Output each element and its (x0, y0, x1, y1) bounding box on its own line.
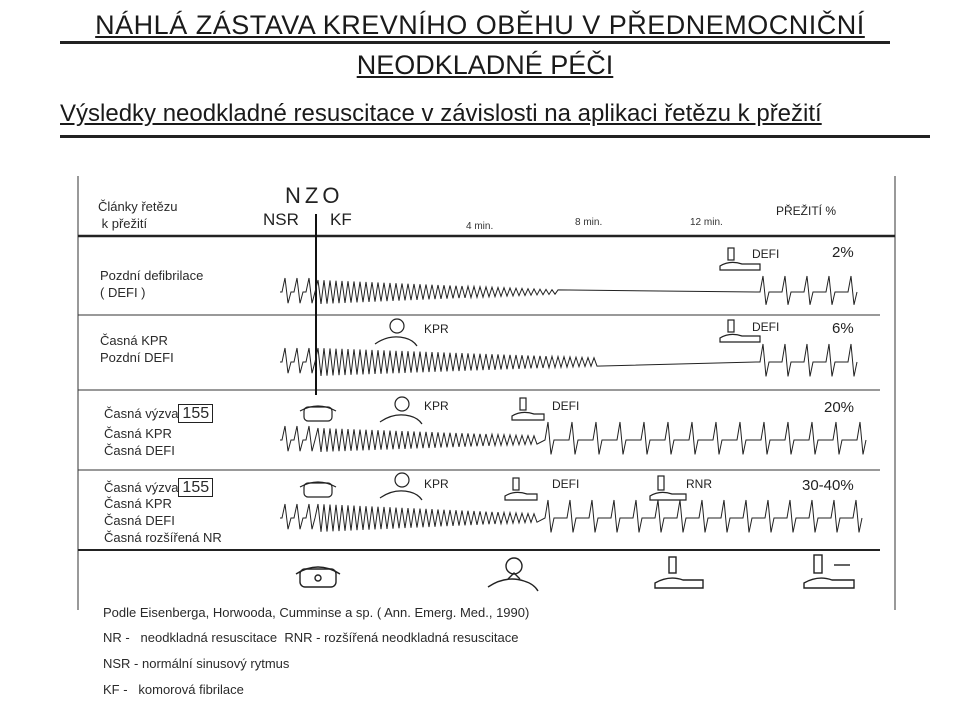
nsr-label: NSR (263, 210, 299, 229)
cpr-icon (380, 473, 422, 500)
footer-kf: KF - komorová fibrilace (103, 682, 244, 697)
advanced-care-icon (650, 476, 686, 500)
ecg-trace-row-1 (280, 276, 857, 305)
footer-source: Podle Eisenberga, Horwooda, Cumminse a sp. ( Ann. Emerg. Med., 1990) (103, 605, 530, 620)
row-1-survival: 2% (832, 244, 854, 261)
defibrillator-icon (655, 557, 703, 588)
cpr-icon (380, 397, 422, 424)
time-8-min: 8 min. (575, 217, 603, 228)
row-2-defi: DEFI (752, 320, 780, 334)
header-row-label: Články řetězu k přežití (98, 199, 178, 231)
emergency-number: 155 (178, 478, 213, 497)
row-3-survival: 20% (824, 399, 855, 416)
phone-icon (300, 482, 336, 497)
row-3-label-b: Časná KPR Časná DEFI (104, 426, 175, 458)
row-4-rnr: RNR (686, 477, 712, 491)
title-line-1: NÁHLÁ ZÁSTAVA KREVNÍHO OBĚHU V PŘEDNEMOCNIČNÍ (95, 10, 865, 40)
time-4-min: 4 min. (466, 221, 494, 232)
phone-icon (300, 406, 336, 421)
row-4-defi: DEFI (552, 477, 580, 491)
row-4-label-b: Časná KPR Časná DEFI Časná rozšířená NR (104, 496, 222, 545)
row-3-defi: DEFI (552, 399, 580, 413)
cpr-icon (488, 558, 538, 591)
row-1-label: Pozdní defibrilace ( DEFI ) (100, 268, 204, 300)
defibrillator-icon (505, 478, 537, 500)
footer-nr: NR - neodkladná resuscitace RNR - rozšířená neodkladná resuscitace (103, 630, 519, 645)
row-4-kpr: KPR (424, 477, 449, 491)
advanced-care-icon (804, 555, 854, 588)
survival-header: PŘEŽITÍ % (776, 204, 837, 218)
kf-label: KF (330, 210, 352, 229)
defibrillator-icon (512, 398, 544, 420)
subtitle: Výsledky neodkladné resuscitace v závislosti na aplikaci řetězu k přežití (60, 100, 822, 127)
row-4-survival: 30-40% (802, 477, 854, 494)
row-2-kpr: KPR (424, 322, 449, 336)
ecg-trace-row-4 (280, 500, 862, 532)
early-call-text: Časná výzva (104, 480, 179, 495)
ecg-trace-row-3 (280, 422, 866, 454)
row-2-survival: 6% (832, 320, 854, 337)
early-call-text: Časná výzva (104, 406, 179, 421)
row-2-label: Časná KPR Pozdní DEFI (100, 333, 174, 365)
emergency-number: 155 (178, 404, 213, 423)
nzo-label: NZO (285, 183, 344, 208)
row-3-kpr: KPR (424, 399, 449, 413)
time-12-min: 12 min. (690, 217, 723, 228)
phone-icon (296, 567, 340, 587)
ecg-trace-row-2 (280, 344, 857, 376)
cpr-icon (375, 319, 417, 346)
footer-nsr: NSR - normální sinusový rytmus (103, 656, 290, 671)
title-line-2: NEODKLADNÉ PÉČI (356, 50, 614, 80)
row-3-label-a (104, 404, 213, 423)
row-1-defi: DEFI (752, 247, 780, 261)
